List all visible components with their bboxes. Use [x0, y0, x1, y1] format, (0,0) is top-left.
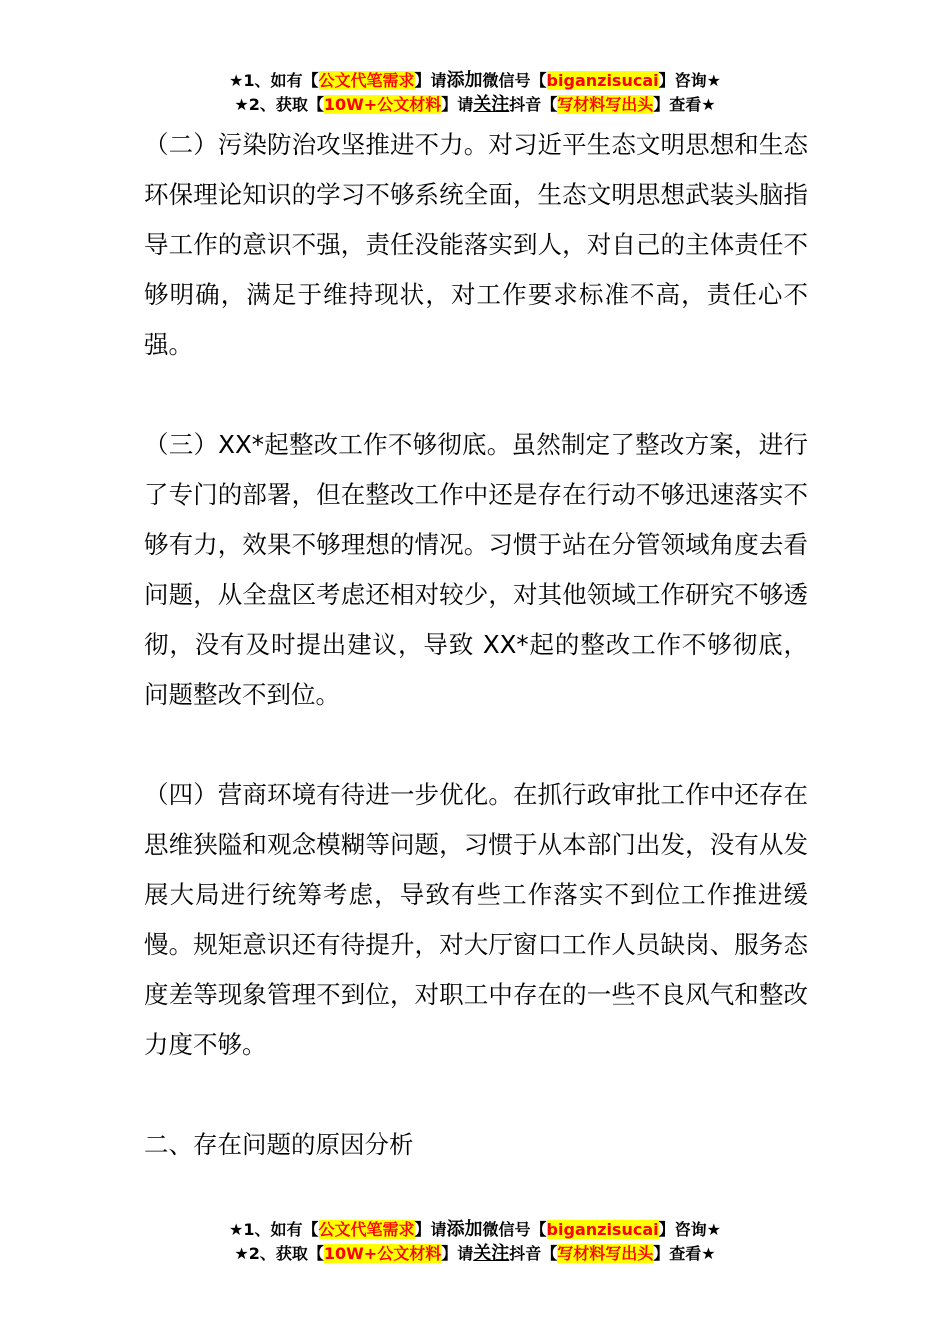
- banner-line-1: [0, 1218, 950, 1242]
- banner-line-2-prefix: ★2、获取【: [234, 1244, 324, 1263]
- paragraph-gap: [144, 370, 808, 420]
- section-heading: 二、存在问题的原因分析: [144, 1130, 414, 1159]
- banner-line-2-mid: 】请: [441, 1244, 474, 1263]
- header-banner: [0, 69, 950, 117]
- banner-highlight-douyin-account: 写材料写出头: [557, 1244, 654, 1263]
- banner-highlight-wechat-id: biganzisucai: [546, 1220, 659, 1239]
- banner-line-2-prefix: ★2、获取【: [234, 95, 324, 114]
- banner-line-1-emphasis: 添加: [446, 70, 483, 91]
- banner-line-2: [0, 93, 950, 117]
- footer-banner: [0, 1218, 950, 1266]
- banner-line-1-mid2: 微信号【: [482, 71, 547, 90]
- banner-line-2-mid2: 抖音【: [509, 95, 558, 114]
- banner-line-2-mid: 】请: [441, 95, 474, 114]
- banner-highlight-service: 公文代笔需求: [318, 1220, 415, 1239]
- banner-line-1-mid: 】请: [414, 1220, 447, 1239]
- banner-line-1-emphasis: 添加: [446, 1219, 483, 1240]
- banner-highlight-douyin-account: 写材料写出头: [557, 95, 654, 114]
- banner-line-2-mid2: 抖音【: [509, 1244, 558, 1263]
- banner-highlight-materials: 10W+公文材料: [323, 95, 442, 114]
- paragraph-pollution-control: （二）污染防治攻坚推进不力。对习近平生态文明思想和生态环保理论知识的学习不够系统全面，生态文明思想武装头脑指导工作的意识不强，责任没能落实到人，对自己的主体责任不够明确，满足于维持现状，对工作要求标准不高，责任心不强。: [144, 130, 808, 359]
- banner-line-2-suffix: 】查看★: [653, 95, 716, 114]
- banner-line-1-mid2: 微信号【: [482, 1220, 547, 1239]
- banner-highlight-materials: 10W+公文材料: [323, 1244, 442, 1263]
- banner-line-1-suffix: 】咨询★: [658, 1220, 721, 1239]
- paragraph-gap: [144, 1070, 808, 1120]
- paragraph-rectification: （三）XX*起整改工作不够彻底。虽然制定了整改方案，进行了专门的部署，但在整改工作中还是存在行动不够迅速落实不够有力，效果不够理想的情况。习惯于站在分管领域角度去看问题，从全盘区考虑还相对较少，对其他领域工作研究不够透彻，没有及时提出建议，导致 XX*起的整改工作不够彻底，问题整改不到位。: [144, 430, 808, 709]
- document-body: [144, 120, 808, 1170]
- banner-highlight-service: 公文代笔需求: [318, 71, 415, 90]
- banner-line-2: [0, 1242, 950, 1266]
- banner-line-1-prefix: ★1、如有【: [229, 1220, 319, 1239]
- paragraph-business-environment: （四）营商环境有待进一步优化。在抓行政审批工作中还存在思维狭隘和观念模糊等问题，习惯于从本部门出发，没有从发展大局进行统筹考虑，导致有些工作落实不到位工作推进缓慢。规矩意识还有待提升，对大厅窗口工作人员缺岗、服务态度差等现象管理不到位，对职工中存在的一些不良风气和整改力度不够。: [144, 780, 808, 1059]
- banner-line-1-mid: 】请: [414, 71, 447, 90]
- banner-line-1-suffix: 】咨询★: [658, 71, 721, 90]
- banner-line-2-suffix: 】查看★: [653, 1244, 716, 1263]
- banner-line-2-emphasis: 关注: [473, 1243, 510, 1264]
- banner-line-1: [0, 69, 950, 93]
- banner-line-2-emphasis: 关注: [473, 94, 510, 115]
- banner-highlight-wechat-id: biganzisucai: [546, 71, 659, 90]
- paragraph-gap: [144, 720, 808, 770]
- banner-line-1-prefix: ★1、如有【: [229, 71, 319, 90]
